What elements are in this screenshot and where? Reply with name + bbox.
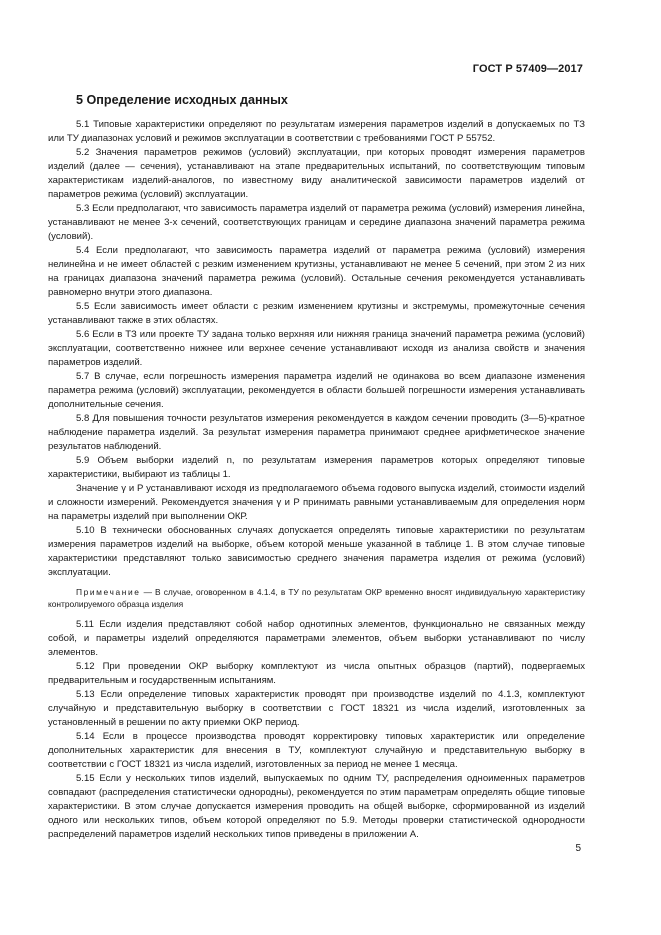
document-number: ГОСТ Р 57409—2017 — [472, 63, 583, 75]
paragraph-5-12: 5.12 При проведении ОКР выборку комплектуют из числа опытных образцов (партий), подвергаемых предварительным и государственным испытаниям. — [48, 661, 585, 686]
note — [48, 586, 585, 610]
note-label: Примечание — [76, 587, 141, 597]
note-text: — В случае, оговоренном в 4.1.4, в ТУ по результатам ОКР временно вносят индивидуальную характеристику контролируемого образца изделия — [48, 587, 585, 609]
page-number: 5 — [575, 843, 581, 854]
paragraph-gamma-p: Значение γ и P устанавливают исходя из предполагаемого объема годового выпуска изделий, стоимости изделий и сложности измерений. Рекомендуется значения γ и P принимать равными устанавливаемым для определения норм на параметры изделий при выполнении ОКР. — [48, 483, 585, 522]
paragraph-5-9: 5.9 Объем выборки изделий n, по результатам измерения параметров которых определяют типовые характеристики, выбирают из таблицы 1. — [48, 455, 585, 480]
paragraph-5-15: 5.15 Если у нескольких типов изделий, выпускаемых по одним ТУ, распределения одноименных параметров совпадают (распределения статистически однородны), рекомендуется по этим параметрам определять общие типовые характеристики. В этом случае допускается измерения проводить на общей выборке, сформированной из изделий одного или нескольких типов, объем которой определяют по 5.9. Методы проверки статистической однородности распределений параметров изделий нескольких типов приведены в приложении А. — [48, 773, 585, 840]
paragraph-5-8: 5.8 Для повышения точности результатов измерения рекомендуется в каждом сечении проводить (3—5)-кратное наблюдение параметра изделий. За результат измерения параметра принимают среднее арифметическое значение результатов наблюдений. — [48, 413, 585, 452]
paragraph-5-1: 5.1 Типовые характеристики определяют по результатам измерения параметров изделий в допускаемых по ТЗ или ТУ диапазонах условий и режимов эксплуатации в соответствии с требованиями ГОСТ Р 55752. — [48, 119, 585, 144]
paragraph-5-10: 5.10 В технически обоснованных случаях допускается определять типовые характеристики по результатам измерения параметров изделий на выборке, объем которой меньше указанной в таблице 1. В этом случае типовые характеристики представляют только зависимостью среднего значения параметра изделия от режима (условий) эксплуатации. — [48, 525, 585, 578]
paragraph-5-11: 5.11 Если изделия представляют собой набор однотипных элементов, функционально не связанных между собой, и параметры изделий определяются параметрами элементов, объем выборки устанавливают по числу элементов. — [48, 619, 585, 658]
paragraph-5-7: 5.7 В случае, если погрешность измерения параметра изделий не одинакова во всем диапазоне изменения параметра режима (условий) эксплуатации, рекомендуется в области большей погрешности измерения устанавливать дополнительные сечения. — [48, 371, 585, 410]
paragraph-5-13: 5.13 Если определение типовых характеристик проводят при производстве изделий по 4.1.3, комплектуют случайную и представительную выборку в соответствии с ГОСТ 18321 из числа изделий, изготовленных за установленный в решении по акту приемки ОКР период. — [48, 689, 585, 728]
page-content — [48, 92, 585, 842]
paragraph-5-3: 5.3 Если предполагают, что зависимость параметра изделий от параметра режима (условий) измерения линейна, устанавливают не менее 3-х сечений, соответствующих границам и середине диапазона значений параметра режима (условий). — [48, 203, 585, 242]
paragraph-5-4: 5.4 Если предполагают, что зависимость параметра изделий от параметра режима (условий) измерения нелинейна и не имеет областей с резким изменением крутизны, устанавливают не менее 5 сечений, при этом 2 из них на границах диапазона значений параметра режима (условий). Остальные сечения рекомендуется устанавливать равномерно внутри этого диапазона. — [48, 245, 585, 298]
paragraph-5-5: 5.5 Если зависимость имеет области с резким изменением крутизны и экстремумы, промежуточные сечения устанавливают также в этих областях. — [48, 301, 585, 326]
paragraph-5-6: 5.6 Если в ТЗ или проекте ТУ задана только верхняя или нижняя граница значений параметра режима (условий) эксплуатации, соответственно нижнее или верхнее сечение устанавливают исходя из анализа свойств и значения параметров изделий. — [48, 329, 585, 368]
section-title: 5 Определение исходных данных — [76, 93, 288, 107]
paragraph-5-14: 5.14 Если в процессе производства проводят корректировку типовых характеристик или определение дополнительных характеристик для внесения в ТУ, комплектуют случайную и представительную выборку в соответствии с ГОСТ 18321 из числа изделий, изготовленных за период не менее 1 месяца. — [48, 731, 585, 770]
paragraph-5-2: 5.2 Значения параметров режимов (условий) эксплуатации, при которых проводят измерения параметров изделий (далее — сечения), устанавливают на этапе предварительных испытаний, по соответствующим типовым характеристикам изделий-аналогов, по известному виду аналитической зависимости параметров изделий от параметров режима (условий) эксплуатации. — [48, 147, 585, 200]
